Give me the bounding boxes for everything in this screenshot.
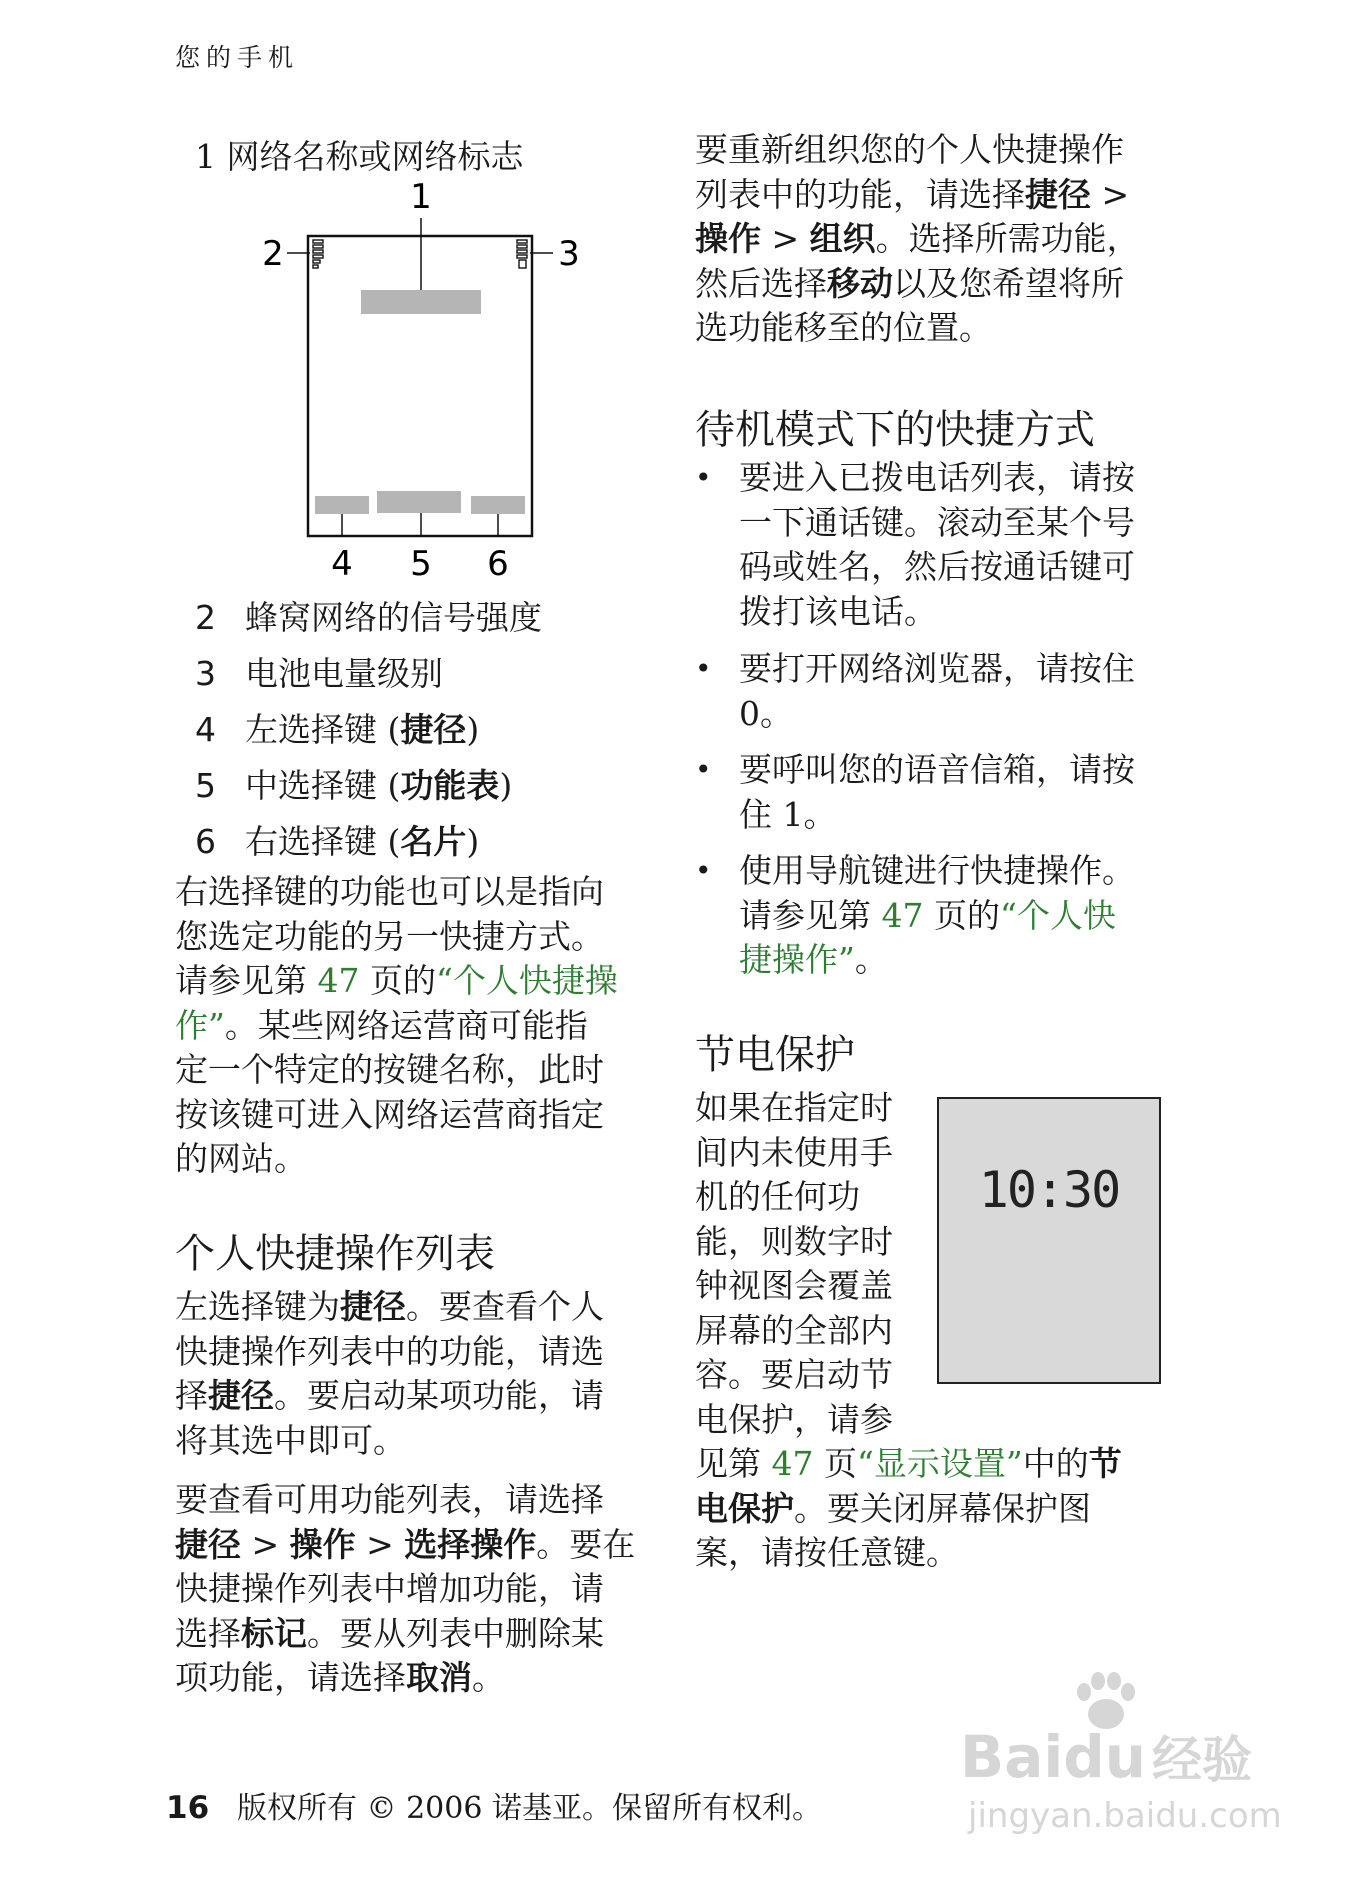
legend-item-1 [195, 131, 524, 178]
bullet-dot: • [695, 652, 712, 685]
link-personal-shortcuts[interactable]: “个人快捷操 [436, 961, 618, 1000]
footer [166, 1783, 822, 1827]
link-personal-shortcuts-2-cont[interactable]: 捷操作” [739, 940, 855, 979]
clock-time: 10:30 [978, 1161, 1120, 1219]
phone-display-diagram [255, 180, 595, 580]
left-paragraph-softkey: 右选择键的功能也可以是指向 您选定功能的另一快捷方式。 请参见第 47 页的“个人快捷操 作”。某些网络运营商可能指 定一个特定的按键名称，此时 按该键可进入网络运营商指定 的网站。 [175, 872, 618, 1178]
legend-item-3: 3 电池电量级别 [195, 654, 443, 693]
section-title-personal-shortcuts: 个人快捷操作列表 [175, 1231, 495, 1277]
legend-item-2: 2 蜂窝网络的信号强度 [195, 598, 542, 637]
screensaver-clock-display [937, 1097, 1161, 1384]
section1-paragraph-1: 左选择键为捷径。要查看个人 快捷操作列表中的功能，请选 择捷径。要启动某项功能，请 将其选中即可。 [175, 1287, 604, 1460]
link-personal-shortcuts-cont[interactable]: 作” [175, 1005, 225, 1045]
link-personal-shortcuts-2[interactable]: “个人快 [1000, 895, 1116, 935]
middle-softkey-placeholder [377, 491, 461, 513]
callout-1: 1 [410, 180, 432, 217]
section1-paragraph-2: 要查看可用功能列表，请选择 捷径 > 操作 > 选择操作。要在 快捷操作列表中增加功能，请 选择标记。要从列表中删除某 项功能，请选择取消。 [175, 1480, 636, 1697]
callout-2: 2 [262, 234, 284, 274]
right-paragraph-reorganize: 要重新组织您的个人快捷操作 列表中的功能，请选择捷径 > 操作 > 组织。选择所需功能， 然后选择移动以及您希望将所 选功能移至的位置。 [695, 130, 1140, 347]
copyright-text: 版权所有 © 2006 诺基亚。保留所有权利。 [237, 1791, 822, 1826]
network-logo-placeholder [361, 290, 481, 314]
bullet-dot: • [695, 854, 712, 887]
callout-3: 3 [558, 234, 580, 274]
callout-6: 6 [487, 544, 509, 580]
section-title-power-saver: 节电保护 [695, 1032, 855, 1078]
legend-item-4: 4 左选择键 (捷径) [195, 710, 480, 749]
power-saver-paragraph-cont: 见第 47 页“显示设置”中的节 电保护。要关闭屏幕保护图 案，请按任意键。 [695, 1444, 1122, 1572]
bullet-dot: • [695, 461, 712, 494]
left-softkey-placeholder [315, 496, 369, 514]
section-title-standby-shortcuts: 待机模式下的快捷方式 [695, 407, 1095, 453]
page-number: 16 [166, 1790, 210, 1826]
callout-5: 5 [410, 544, 432, 580]
chapter-header: 您的手机 [175, 43, 300, 72]
right-softkey-placeholder [471, 496, 525, 514]
callout-4: 4 [331, 544, 353, 580]
bullet-dot: • [695, 753, 712, 786]
link-display-settings[interactable]: “显示设置” [857, 1444, 1023, 1483]
legend-item-5: 5 中选择键 (功能表) [195, 766, 513, 805]
legend-item-6: 6 右选择键 (名片) [195, 822, 480, 861]
legend-item-1-text: 1 网络名称或网络标志 [195, 137, 524, 176]
power-saver-paragraph: 如果在指定时 间内未使用手 机的任何功 能，则数字时 钟视图会覆盖 屏幕的全部内 容。要启动节 电保护，请参 [695, 1088, 893, 1439]
